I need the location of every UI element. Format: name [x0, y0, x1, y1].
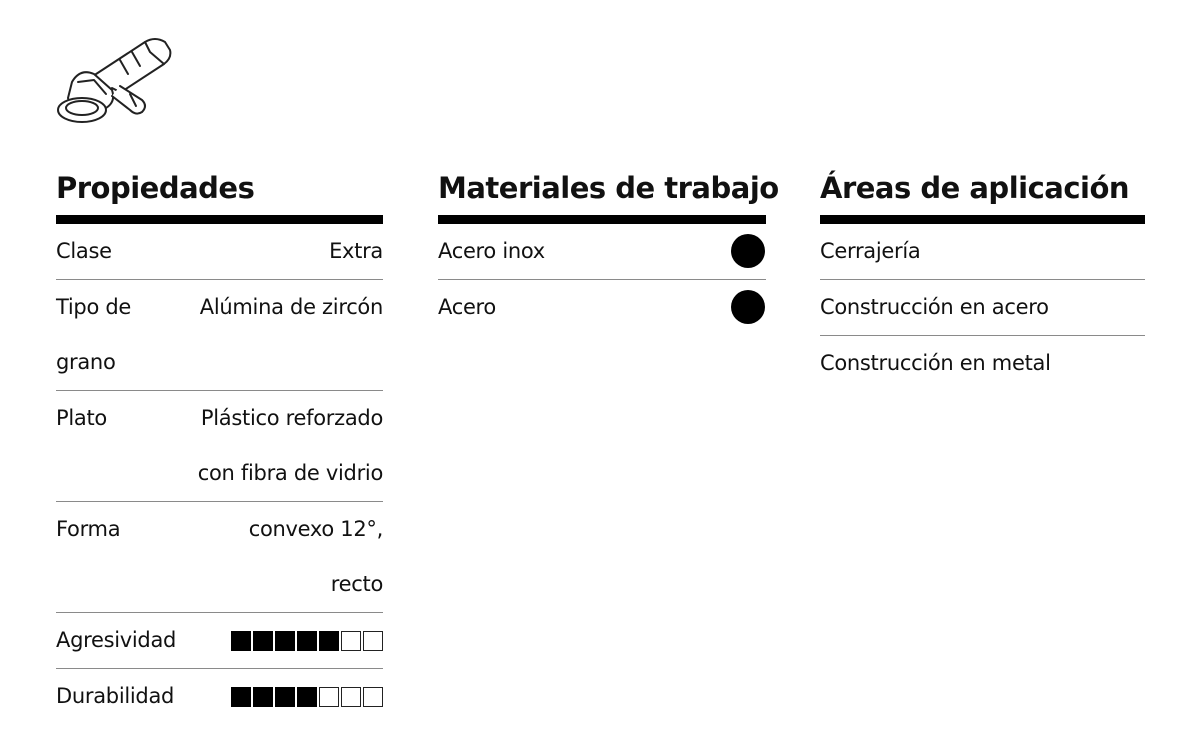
- properties-title: Propiedades: [56, 171, 255, 205]
- rating-label: Durabilidad: [56, 684, 175, 708]
- area-label: Construcción en metal: [820, 351, 1051, 375]
- property-value: Extra: [329, 239, 383, 263]
- property-row-tipo-de-grano: [56, 280, 383, 391]
- angle-grinder-icon: [50, 30, 180, 135]
- property-label: Clase: [56, 239, 112, 263]
- area-label: Construcción en acero: [820, 295, 1049, 319]
- materials-list: [438, 224, 766, 335]
- filled-dot-icon: [731, 290, 765, 324]
- areas-list: [820, 224, 1145, 391]
- materials-title-bar: [438, 215, 766, 224]
- material-label: Acero inox: [438, 239, 545, 263]
- property-row-forma: [56, 502, 383, 613]
- materials-title: Materiales de trabajo: [438, 171, 779, 205]
- rating-square-filled: [275, 687, 295, 707]
- rating-square-filled: [319, 631, 339, 651]
- property-label: Plato: [56, 406, 107, 430]
- property-row-clase: [56, 224, 383, 280]
- area-row-construccion-en-metal: [820, 336, 1145, 391]
- rating-square-filled: [297, 631, 317, 651]
- rating-square-empty: [363, 687, 383, 707]
- rating-square-filled: [231, 631, 251, 651]
- rating-square-filled: [253, 631, 273, 651]
- area-label: Cerrajería: [820, 239, 921, 263]
- filled-dot-icon: [731, 234, 765, 268]
- property-row-agresividad: [56, 613, 383, 669]
- areas-title-bar: [820, 215, 1145, 224]
- property-row-plato: [56, 391, 383, 502]
- rating-square-empty: [341, 631, 361, 651]
- agresividad-rating: [231, 631, 383, 651]
- rating-square-empty: [319, 687, 339, 707]
- rating-square-filled: [231, 687, 251, 707]
- rating-square-empty: [363, 631, 383, 651]
- property-label: Forma: [56, 517, 121, 541]
- property-value: convexo 12°, recto: [248, 517, 383, 596]
- material-label: Acero: [438, 295, 496, 319]
- properties-title-bar: [56, 215, 383, 224]
- rating-square-filled: [275, 631, 295, 651]
- rating-square-filled: [297, 687, 317, 707]
- properties-list: [56, 224, 383, 724]
- area-row-construccion-en-acero: [820, 280, 1145, 336]
- areas-title: Áreas de aplicación: [820, 171, 1130, 205]
- material-row-acero-inox: [438, 224, 766, 280]
- property-value: Alúmina de zircón: [199, 295, 383, 319]
- rating-label: Agresividad: [56, 628, 177, 652]
- property-value: Plástico reforzado con fibra de vidrio: [197, 406, 383, 485]
- rating-square-empty: [341, 687, 361, 707]
- property-row-durabilidad: [56, 669, 383, 724]
- rating-square-filled: [253, 687, 273, 707]
- properties-column: [56, 168, 383, 724]
- property-label: Tipo de grano: [56, 295, 132, 374]
- area-row-cerrajeria: [820, 224, 1145, 280]
- material-row-acero: [438, 280, 766, 335]
- materials-column: [438, 168, 779, 335]
- areas-column: [820, 168, 1145, 391]
- durabilidad-rating: [231, 687, 383, 707]
